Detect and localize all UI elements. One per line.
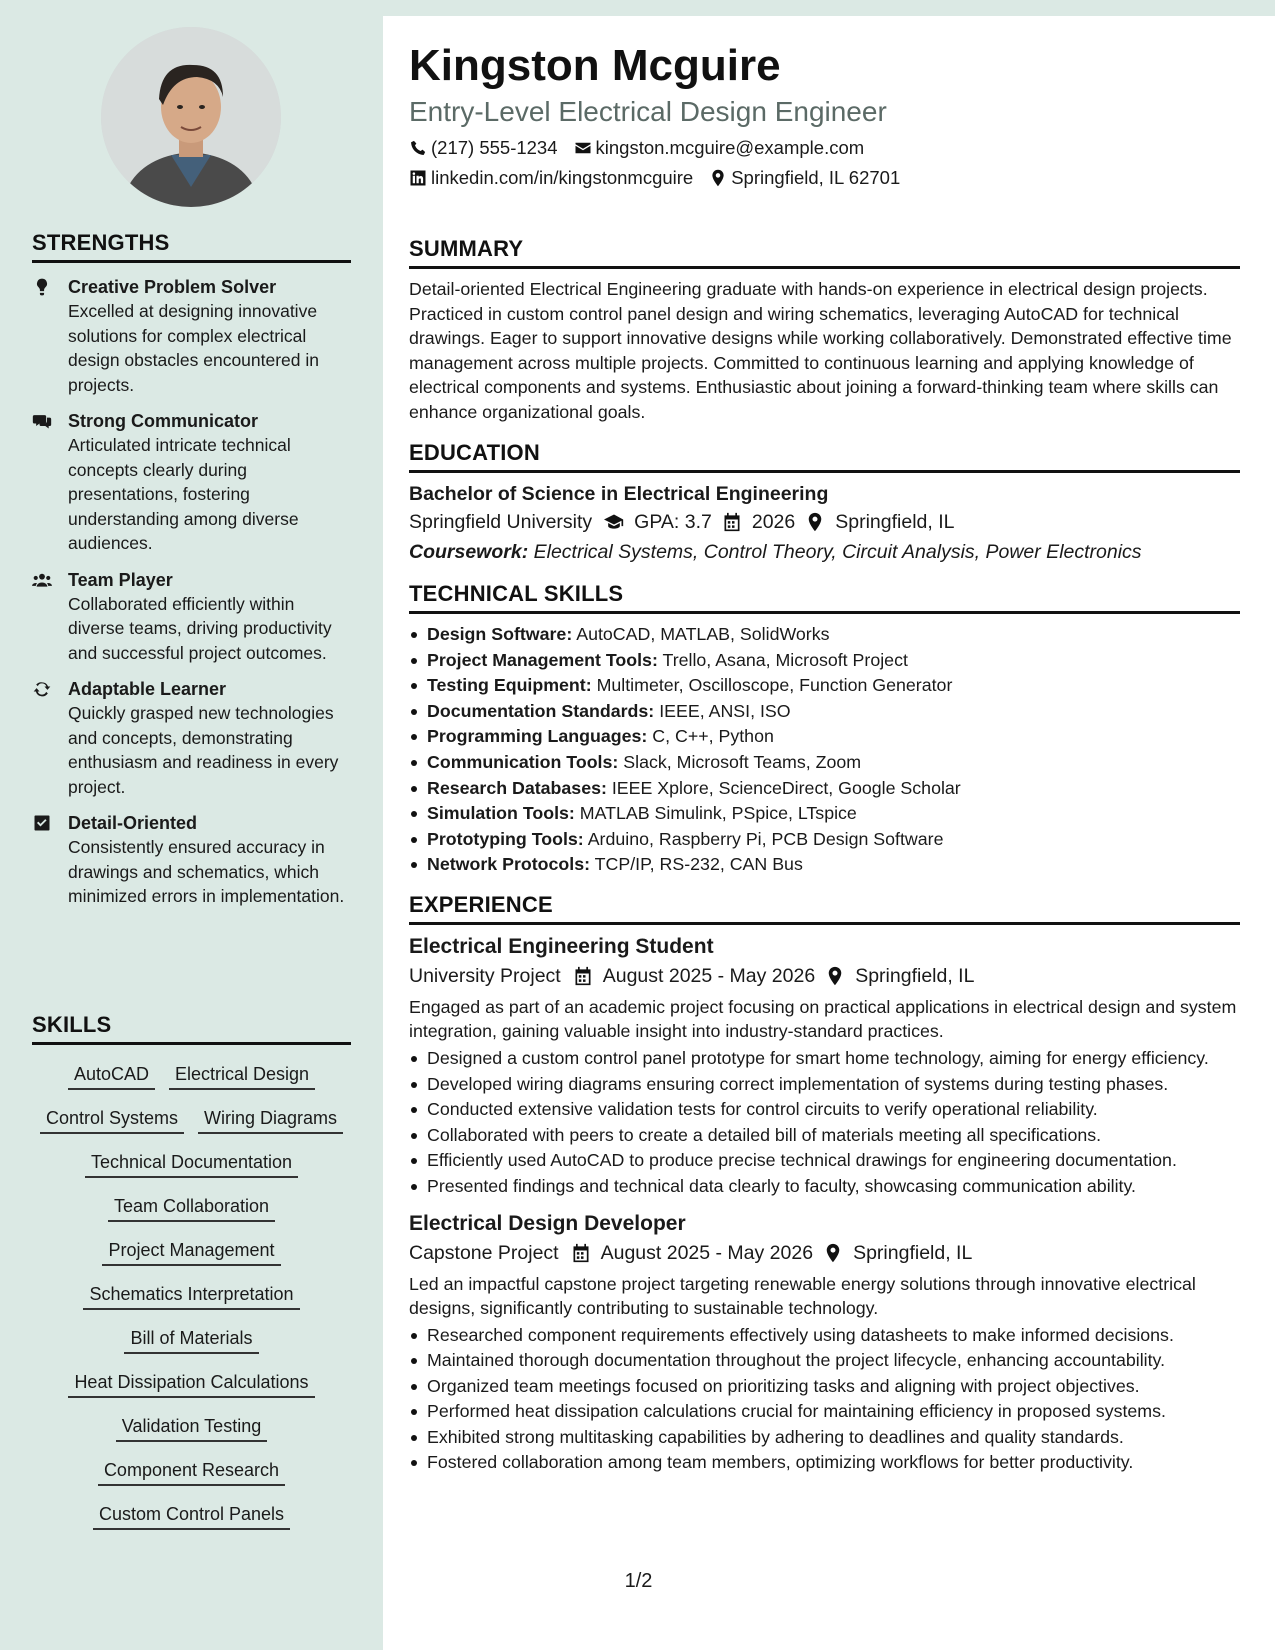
job-org: Capstone Project (409, 1241, 559, 1264)
job-location: Springfield, IL (855, 964, 975, 987)
experience-section (409, 892, 1240, 1476)
strength-item (32, 275, 351, 397)
list-item: Exhibited strong multitasking capabilities by adhering to deadlines and quality standards. (409, 1425, 1240, 1451)
lightbulb-icon (32, 277, 52, 297)
comments-icon (32, 411, 52, 431)
list-item (409, 827, 1240, 853)
skills-section (32, 1012, 351, 1539)
profile-photo (101, 27, 281, 207)
skill-value: Trello, Asana, Microsoft Project (662, 649, 908, 670)
job-description: Engaged as part of an academic project focusing on practical applications in electrical design and system integration, gaining valuable insight into industry-standard practices. (409, 996, 1237, 1042)
skill-tag: Validation Testing (116, 1413, 267, 1442)
contact-phone (409, 136, 558, 160)
summary-text: Detail-oriented Electrical Engineering graduate with hands-on experience in electrical design projects. Practiced in custom control panel design and wiring schematics, leveraging AutoCAD for technical drawings. Eager to support innovative designs while working collaboratively. Demonstrated effective time management across multiple projects. Committed to continuous learning and applying knowledge of electrical components and systems. Enthusiastic about joining a forward-thinking team where skills can enhance organizational goals. (409, 279, 1232, 422)
list-item: Maintained thorough documentation throughout the project lifecycle, enhancing accountability. (409, 1348, 1240, 1374)
strength-title: Creative Problem Solver (68, 277, 277, 297)
phone-icon (409, 139, 427, 157)
strength-desc: Articulated intricate technical concepts clearly during presentations, fostering understanding among diverse audiences. (68, 435, 299, 553)
summary-title: SUMMARY (409, 236, 1240, 269)
strengths-section (32, 230, 351, 909)
skill-tag: Custom Control Panels (93, 1501, 290, 1530)
education-meta (409, 507, 1240, 537)
skill-value: Arduino, Raspberry Pi, PCB Design Software (587, 828, 944, 849)
strength-title: Team Player (68, 569, 173, 590)
gpa-text: GPA: 3.7 (634, 511, 712, 533)
list-item: Designed a custom control panel prototype for smart home technology, aiming for energy efficiency. (409, 1046, 1240, 1072)
contact-row (409, 166, 1240, 190)
strengths-title: STRENGTHS (32, 230, 351, 263)
contact-row (409, 136, 1240, 160)
avatar-illustration (101, 27, 281, 207)
job-meta (409, 1238, 1240, 1268)
strength-title: Adaptable Learner (68, 679, 227, 699)
skill-tag: Schematics Interpretation (83, 1281, 299, 1310)
top-accent-strip (383, 0, 1275, 16)
calendar-icon (573, 966, 593, 986)
calendar-icon (722, 512, 742, 532)
candidate-role: Entry-Level Electrical Design Engineer (409, 96, 887, 127)
skill-tag: Technical Documentation (85, 1149, 298, 1178)
skill-label: Research Databases: (427, 777, 607, 798)
list-item: Performed heat dissipation calculations crucial for maintaining efficiency in proposed systems. (409, 1399, 1240, 1425)
coursework-label: Coursework: (409, 541, 529, 563)
page-number: 1/2 (624, 1570, 653, 1592)
map-pin-icon (825, 966, 845, 986)
job-description: Led an impactful capstone project targeting renewable energy solutions through innovative electrical designs, significantly contributing to sustainable technology. (409, 1273, 1196, 1318)
list-item (409, 673, 1240, 699)
strength-title: Strong Communicator (68, 411, 259, 431)
skill-tag: Bill of Materials (124, 1325, 258, 1354)
job-dates: August 2025 - May 2026 (602, 964, 816, 987)
page-indicator (0, 1570, 1275, 1593)
job-location: Springfield, IL (853, 1241, 973, 1264)
strength-item (32, 811, 351, 909)
graduation-year: 2026 (751, 511, 796, 533)
main-content (409, 40, 1240, 1476)
list-item (409, 699, 1240, 725)
coursework-line (409, 537, 1240, 567)
skill-value: Slack, Microsoft Teams, Zoom (623, 751, 862, 772)
experience-title: EXPERIENCE (409, 892, 1240, 925)
list-item (409, 776, 1240, 802)
list-item (409, 852, 1240, 878)
list-item: Conducted extensive validation tests for control circuits to verify operational reliability. (409, 1097, 1240, 1123)
strength-item (32, 409, 351, 556)
technical-skills-title: TECHNICAL SKILLS (409, 581, 1240, 614)
skill-label: Prototyping Tools: (427, 828, 584, 849)
skill-value: IEEE Xplore, ScienceDirect, Google Scholar (611, 777, 961, 798)
map-pin-icon (805, 512, 825, 532)
sync-icon (32, 679, 52, 699)
job-meta (409, 961, 1240, 991)
list-item (409, 750, 1240, 776)
job-title: Electrical Engineering Student (409, 934, 714, 958)
contact-location (709, 166, 900, 190)
job-bullets (409, 1046, 1240, 1200)
job-org: University Project (409, 964, 561, 987)
strength-item (32, 677, 351, 799)
job-entry (409, 933, 1240, 1200)
education-section (409, 440, 1240, 567)
job-dates: August 2025 - May 2026 (600, 1241, 814, 1264)
technical-skills-section (409, 581, 1240, 878)
contact-email[interactable] (574, 136, 865, 160)
linkedin-link[interactable]: linkedin.com/in/kingstonmcguire (431, 167, 694, 188)
list-item: Organized team meetings focused on prioritizing tasks and aligning with project objectives. (409, 1374, 1240, 1400)
linkedin-icon (409, 169, 427, 187)
envelope-icon (574, 139, 592, 157)
summary-section (409, 236, 1240, 424)
skill-label: Testing Equipment: (427, 675, 592, 696)
education-location: Springfield, IL (835, 511, 955, 533)
degree-title: Bachelor of Science in Electrical Engineering (409, 483, 829, 505)
skill-label: Project Management Tools: (427, 649, 658, 670)
email-link[interactable]: kingston.mcguire@example.com (595, 137, 865, 158)
list-item: Fostered collaboration among team members, optimizing workflows for better productivity. (409, 1450, 1240, 1476)
skill-value: TCP/IP, RS-232, CAN Bus (594, 854, 803, 875)
job-bullets (409, 1323, 1240, 1477)
map-pin-icon (709, 169, 727, 187)
strength-desc: Excelled at designing innovative solutions for complex electrical design obstacles encountered in projects. (68, 301, 320, 395)
list-item: Presented findings and technical data clearly to faculty, showcasing communication ability. (409, 1174, 1240, 1200)
job-entry (409, 1210, 1240, 1477)
calendar-icon (571, 1243, 591, 1263)
skill-label: Programming Languages: (427, 726, 648, 747)
check-square-icon (32, 813, 52, 833)
skill-tag: Control Systems (40, 1105, 184, 1134)
skill-value: IEEE, ANSI, ISO (659, 700, 791, 721)
list-item: Efficiently used AutoCAD to produce precise technical drawings for engineering documentation. (409, 1148, 1240, 1174)
skill-tag: Wiring Diagrams (198, 1105, 343, 1134)
skill-tag: Project Management (102, 1237, 280, 1266)
skill-label: Design Software: (427, 624, 573, 644)
list-item (409, 622, 1240, 648)
skill-label: Network Protocols: (427, 854, 591, 875)
contact-linkedin[interactable] (409, 166, 693, 190)
skill-value: C, C++, Python (652, 726, 774, 747)
list-item (409, 801, 1240, 827)
location-text: Springfield, IL 62701 (731, 167, 901, 188)
strength-item (32, 568, 351, 666)
skill-tag: Heat Dissipation Calculations (68, 1369, 314, 1398)
strength-desc: Consistently ensured accuracy in drawings and schematics, which minimized errors in implementation. (68, 837, 345, 906)
list-item (409, 724, 1240, 750)
graduation-cap-icon (604, 512, 624, 532)
technical-skills-list (409, 622, 1240, 878)
phone-text: (217) 555-1234 (431, 137, 558, 158)
strength-desc: Collaborated efficiently within diverse teams, driving productivity and successful project outcomes. (68, 593, 332, 663)
skill-value: Multimeter, Oscilloscope, Function Generator (596, 675, 953, 696)
skills-list (32, 1055, 351, 1539)
list-item: Developed wiring diagrams ensuring correct implementation of systems during testing phases. (409, 1072, 1240, 1098)
skill-label: Simulation Tools: (427, 803, 575, 824)
skill-value: MATLAB Simulink, PSpice, LTspice (579, 803, 857, 824)
skills-title: SKILLS (32, 1012, 351, 1045)
list-item (409, 648, 1240, 674)
skill-tag: Team Collaboration (108, 1193, 275, 1222)
strength-desc: Quickly grasped new technologies and concepts, demonstrating enthusiasm and readiness in every project. (68, 703, 339, 797)
map-pin-icon (823, 1243, 843, 1263)
skill-value: AutoCAD, MATLAB, SolidWorks (576, 624, 830, 644)
coursework-text: Electrical Systems, Control Theory, Circuit Analysis, Power Electronics (533, 541, 1142, 563)
education-title: EDUCATION (409, 440, 1240, 473)
list-item: Collaborated with peers to create a detailed bill of materials meeting all specifications. (409, 1123, 1240, 1149)
skill-tag: Electrical Design (169, 1061, 315, 1090)
list-item: Researched component requirements effectively using datasheets to make informed decisions. (409, 1323, 1240, 1349)
skill-label: Communication Tools: (427, 751, 619, 772)
school-name: Springfield University (409, 511, 593, 533)
candidate-name: Kingston Mcguire (409, 41, 781, 90)
strength-title: Detail-Oriented (68, 813, 198, 833)
job-title: Electrical Design Developer (409, 1211, 686, 1235)
skill-tag: Component Research (98, 1457, 285, 1486)
skill-label: Documentation Standards: (427, 700, 655, 721)
users-icon (32, 570, 52, 590)
skill-tag: AutoCAD (68, 1061, 155, 1090)
